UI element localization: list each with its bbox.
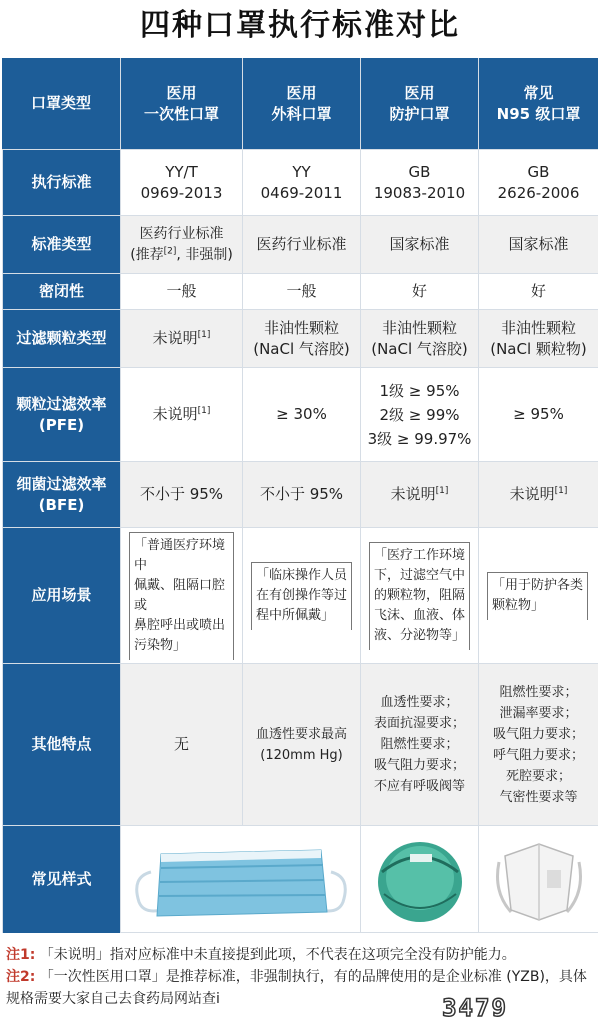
header-disposable-mask: 医用 一次性口罩 [120, 58, 242, 150]
standard-surgical: YY 0469-2011 [242, 150, 360, 216]
row-label-pfe: 颗粒过滤效率 (PFE) [2, 368, 120, 462]
row-label-bfe: 细菌过滤效率 (BFE) [2, 462, 120, 528]
table-row-scenario [2, 528, 598, 664]
row-label-styles: 常见样式 [2, 826, 120, 933]
scenario-n95 [478, 528, 598, 664]
standard-type-disposable: 医药行业标准 (推荐[2], 非强制) [120, 216, 242, 274]
style-image-cell-flat [120, 826, 360, 933]
scenario-quote-box: 「用于防护各类 颗粒物」 [487, 572, 588, 620]
pfe-n95: ≥ 95% [478, 368, 598, 462]
white-kn95-mask-icon [489, 832, 589, 927]
table-row-bfe [2, 462, 598, 528]
table-row-features [2, 664, 598, 826]
features-disposable: 无 [120, 664, 242, 826]
standard-disposable: YY/T 0969-2013 [120, 150, 242, 216]
page-title: 四种口罩执行标准对比 [140, 8, 460, 43]
table-row-standard-type [2, 216, 598, 274]
pfe-protective: 1级 ≥ 95% 2级 ≥ 99% 3级 ≥ 99.97% [360, 368, 478, 462]
header-n95-mask: 常见 N95 级口罩 [478, 58, 598, 150]
seal-surgical: 一般 [242, 274, 360, 310]
scenario-surgical [242, 528, 360, 664]
comparison-table-frame [2, 58, 598, 933]
row-label-scenario: 应用场景 [2, 528, 120, 664]
particle-type-protective: 非油性颗粒 (NaCl 气溶胶) [360, 310, 478, 368]
row-label-features: 其他特点 [2, 664, 120, 826]
standard-type-surgical: 医药行业标准 [242, 216, 360, 274]
table-row-standard [2, 150, 598, 216]
comparison-table [2, 58, 598, 933]
watermark: 3479 [442, 994, 508, 1022]
bfe-surgical: 不小于 95% [242, 462, 360, 528]
pfe-surgical: ≥ 30% [242, 368, 360, 462]
row-label-standard-type: 标准类型 [2, 216, 120, 274]
features-protective: 血透性要求； 表面抗湿要求； 阻燃性要求； 吸气阻力要求； 不应有呼吸阀等 [360, 664, 478, 826]
standard-type-protective: 国家标准 [360, 216, 478, 274]
table-row-particle-type [2, 310, 598, 368]
seal-disposable: 一般 [120, 274, 242, 310]
scenario-quote-box: 「临床操作人员 在有创操作等过 程中所佩戴」 [251, 562, 352, 630]
pfe-disposable: 未说明[1] [120, 368, 242, 462]
style-image-cell-kn95 [478, 826, 598, 933]
green-n95-respirator-icon [370, 832, 470, 927]
row-label-seal: 密闭性 [2, 274, 120, 310]
particle-type-disposable: 未说明[1] [120, 310, 242, 368]
header-surgical-mask: 医用 外科口罩 [242, 58, 360, 150]
standard-n95: GB 2626-2006 [478, 150, 598, 216]
bfe-disposable: 不小于 95% [120, 462, 242, 528]
bfe-n95: 未说明[1] [478, 462, 598, 528]
table-row-pfe [2, 368, 598, 462]
particle-type-n95: 非油性颗粒 (NaCl 颗粒物) [478, 310, 598, 368]
standard-type-n95: 国家标准 [478, 216, 598, 274]
bfe-protective: 未说明[1] [360, 462, 478, 528]
table-header-row [2, 58, 598, 150]
seal-n95: 好 [478, 274, 598, 310]
features-surgical: 血透性要求最高 (120mm Hg) [242, 664, 360, 826]
standard-protective: GB 19083-2010 [360, 150, 478, 216]
particle-type-surgical: 非油性颗粒 (NaCl 气溶胶) [242, 310, 360, 368]
row-label-particle-type: 过滤颗粒类型 [2, 310, 120, 368]
table-row-styles [2, 826, 598, 933]
footnote-2: 注2: 「一次性医用口罩」是推荐标准，非强制执行，有的品牌使用的是企业标准 (YZB)，具体规格需要大家自己去食药局网站查i [6, 969, 587, 1007]
scenario-protective [360, 528, 478, 664]
style-image-cell-n95 [360, 826, 478, 933]
table-row-seal [2, 274, 598, 310]
scenario-quote-box: 「普通医疗环境中 佩戴、阻隔口腔或 鼻腔呼出或喷出 污染物」 [129, 532, 234, 660]
header-protective-mask: 医用 防护口罩 [360, 58, 478, 150]
row-label-standard: 执行标准 [2, 150, 120, 216]
seal-protective: 好 [360, 274, 478, 310]
blue-surgical-mask-icon [131, 832, 351, 927]
header-mask-type: 口罩类型 [2, 58, 120, 150]
features-n95: 阻燃性要求； 泄漏率要求； 吸气阻力要求； 呼气阻力要求； 死腔要求； 气密性要求等 [478, 664, 598, 826]
scenario-quote-box: 「医疗工作环境 下，过滤空气中 的颗粒物，阻隔 飞沫、血液、体 液、分泌物等」 [369, 542, 470, 650]
scenario-disposable [120, 528, 242, 664]
footnote-1: 注1: 「未说明」指对应标准中未直接提到此项，不代表在这项完全没有防护能力。 [6, 947, 516, 963]
